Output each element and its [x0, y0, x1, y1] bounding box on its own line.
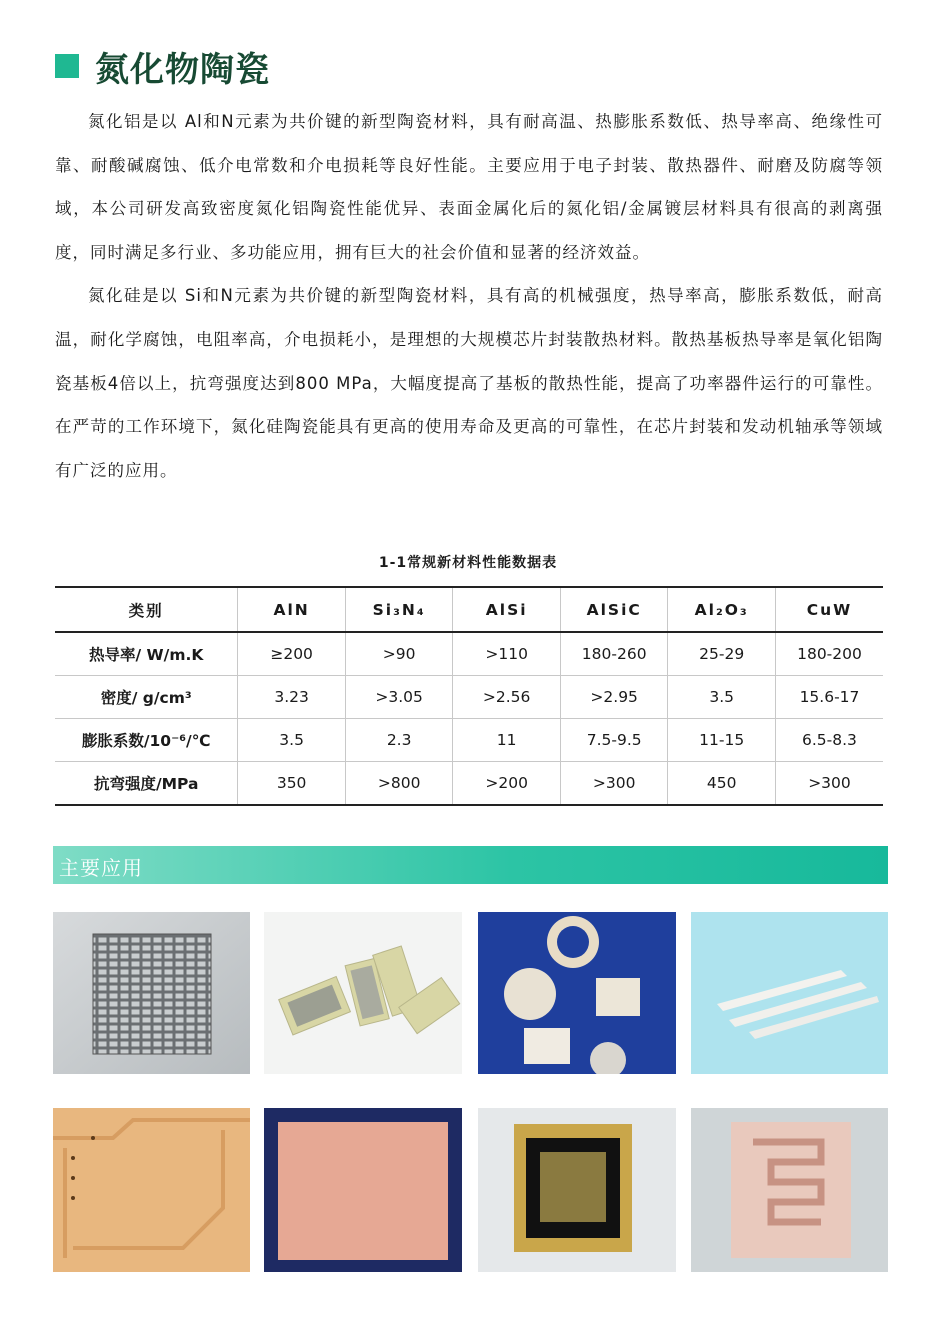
section-banner	[53, 846, 888, 884]
photo-heater-element	[691, 1108, 888, 1272]
table-header-row	[55, 587, 883, 632]
table-row	[55, 719, 883, 762]
header-cuw: CuW	[806, 600, 853, 619]
table-cell: >2.95	[560, 676, 668, 719]
table-cell: 6.5-8.3	[802, 731, 857, 749]
properties-table	[55, 586, 883, 806]
photo-copper-circuit-substrate	[53, 1108, 250, 1272]
table-caption: 1-1常规新材料性能数据表	[378, 555, 558, 571]
page-title: 氮化物陶瓷	[95, 49, 270, 90]
table-cell: >300	[808, 774, 851, 792]
table-cell: 180-260	[560, 632, 668, 676]
table-cell: 3.5	[668, 676, 776, 719]
table-cell: >300	[560, 762, 668, 806]
section-title: 主要应用	[59, 856, 143, 880]
table-cell: 25-29	[668, 632, 776, 676]
paragraph-aln: 氮化铝是以 Al和N元素为共价键的新型陶瓷材料，具有耐高温、热膨胀系数低、热导率高、绝缘性可靠、耐酸碱腐蚀、低介电常数和介电损耗等良好性能。主要应用于电子封装、散热器件、耐磨及防腐等领域，本公司研发高致密度氮化铝陶瓷性能优异、表面金属化后的氮化铝/金属镀层材料具有很高的剥离强度，同时满足多行业、多功能应用，拥有巨大的社会价值和显著的经济效益。	[55, 112, 883, 262]
header-category: 类别	[55, 587, 238, 632]
paragraph-si3n4: 氮化硅是以 Si和N元素为共价键的新型陶瓷材料，具有高的机械强度，热导率高，膨胀系数低，耐高温，耐化学腐蚀，电阻率高，介电损耗小，是理想的大规模芯片封装散热材料。散热基板热导率是氧化铝陶瓷基板4倍以上，抗弯强度达到800 MPa，大幅度提高了基板的散热性能，提高了功率器件运行的可靠性。在严苛的工作环境下，氮化硅陶瓷能具有更高的使用寿命及更高的可靠性，在芯片封装和发动机轴承等领域有广泛的应用。	[55, 286, 883, 480]
table-cell: 180-200	[797, 645, 862, 663]
table-cell: 350	[238, 762, 346, 806]
table-cell: 热导率/ W/m.K	[55, 632, 238, 676]
table-cell: 3.5	[238, 719, 346, 762]
table-row	[55, 632, 883, 676]
table-row	[55, 676, 883, 719]
photo-ceramic-strips	[691, 912, 888, 1074]
table-cell: 450	[668, 762, 776, 806]
table-cell: 膨胀系数/10⁻⁶/℃	[55, 719, 238, 762]
table-cell: 密度/ g/cm³	[55, 676, 238, 719]
page-title-block	[55, 44, 270, 88]
table-cell: >800	[345, 762, 453, 806]
photo-pink-ceramic-plate	[264, 1108, 462, 1272]
table-cell: >3.05	[345, 676, 453, 719]
photo-metallized-grid-substrate	[53, 912, 250, 1074]
table-cell: 3.23	[238, 676, 346, 719]
photo-chip-package	[478, 1108, 676, 1272]
table-row	[55, 762, 883, 806]
table-cell: 15.6-17	[799, 688, 860, 706]
body-text	[55, 100, 883, 492]
table-cell: 11-15	[668, 719, 776, 762]
table-cell: >2.56	[453, 676, 561, 719]
photo-ceramic-discs-plates	[478, 912, 676, 1074]
table-cell: 2.3	[345, 719, 453, 762]
table-cell: 7.5-9.5	[560, 719, 668, 762]
photo-coated-substrate-pieces	[264, 912, 462, 1074]
header-al2o3: Al₂O₃	[668, 587, 776, 632]
table-cell: 抗弯强度/MPa	[55, 762, 238, 806]
table-cell: ≥200	[238, 632, 346, 676]
table-cell: >90	[345, 632, 453, 676]
title-marker-square	[55, 54, 79, 78]
header-si3n4: Si₃N₄	[345, 587, 453, 632]
header-alsi: AlSi	[453, 587, 561, 632]
table-cell: >200	[453, 762, 561, 806]
header-aln: AlN	[238, 587, 346, 632]
header-alsic: AlSiC	[560, 587, 668, 632]
table-cell: 11	[453, 719, 561, 762]
table-cell: >110	[453, 632, 561, 676]
